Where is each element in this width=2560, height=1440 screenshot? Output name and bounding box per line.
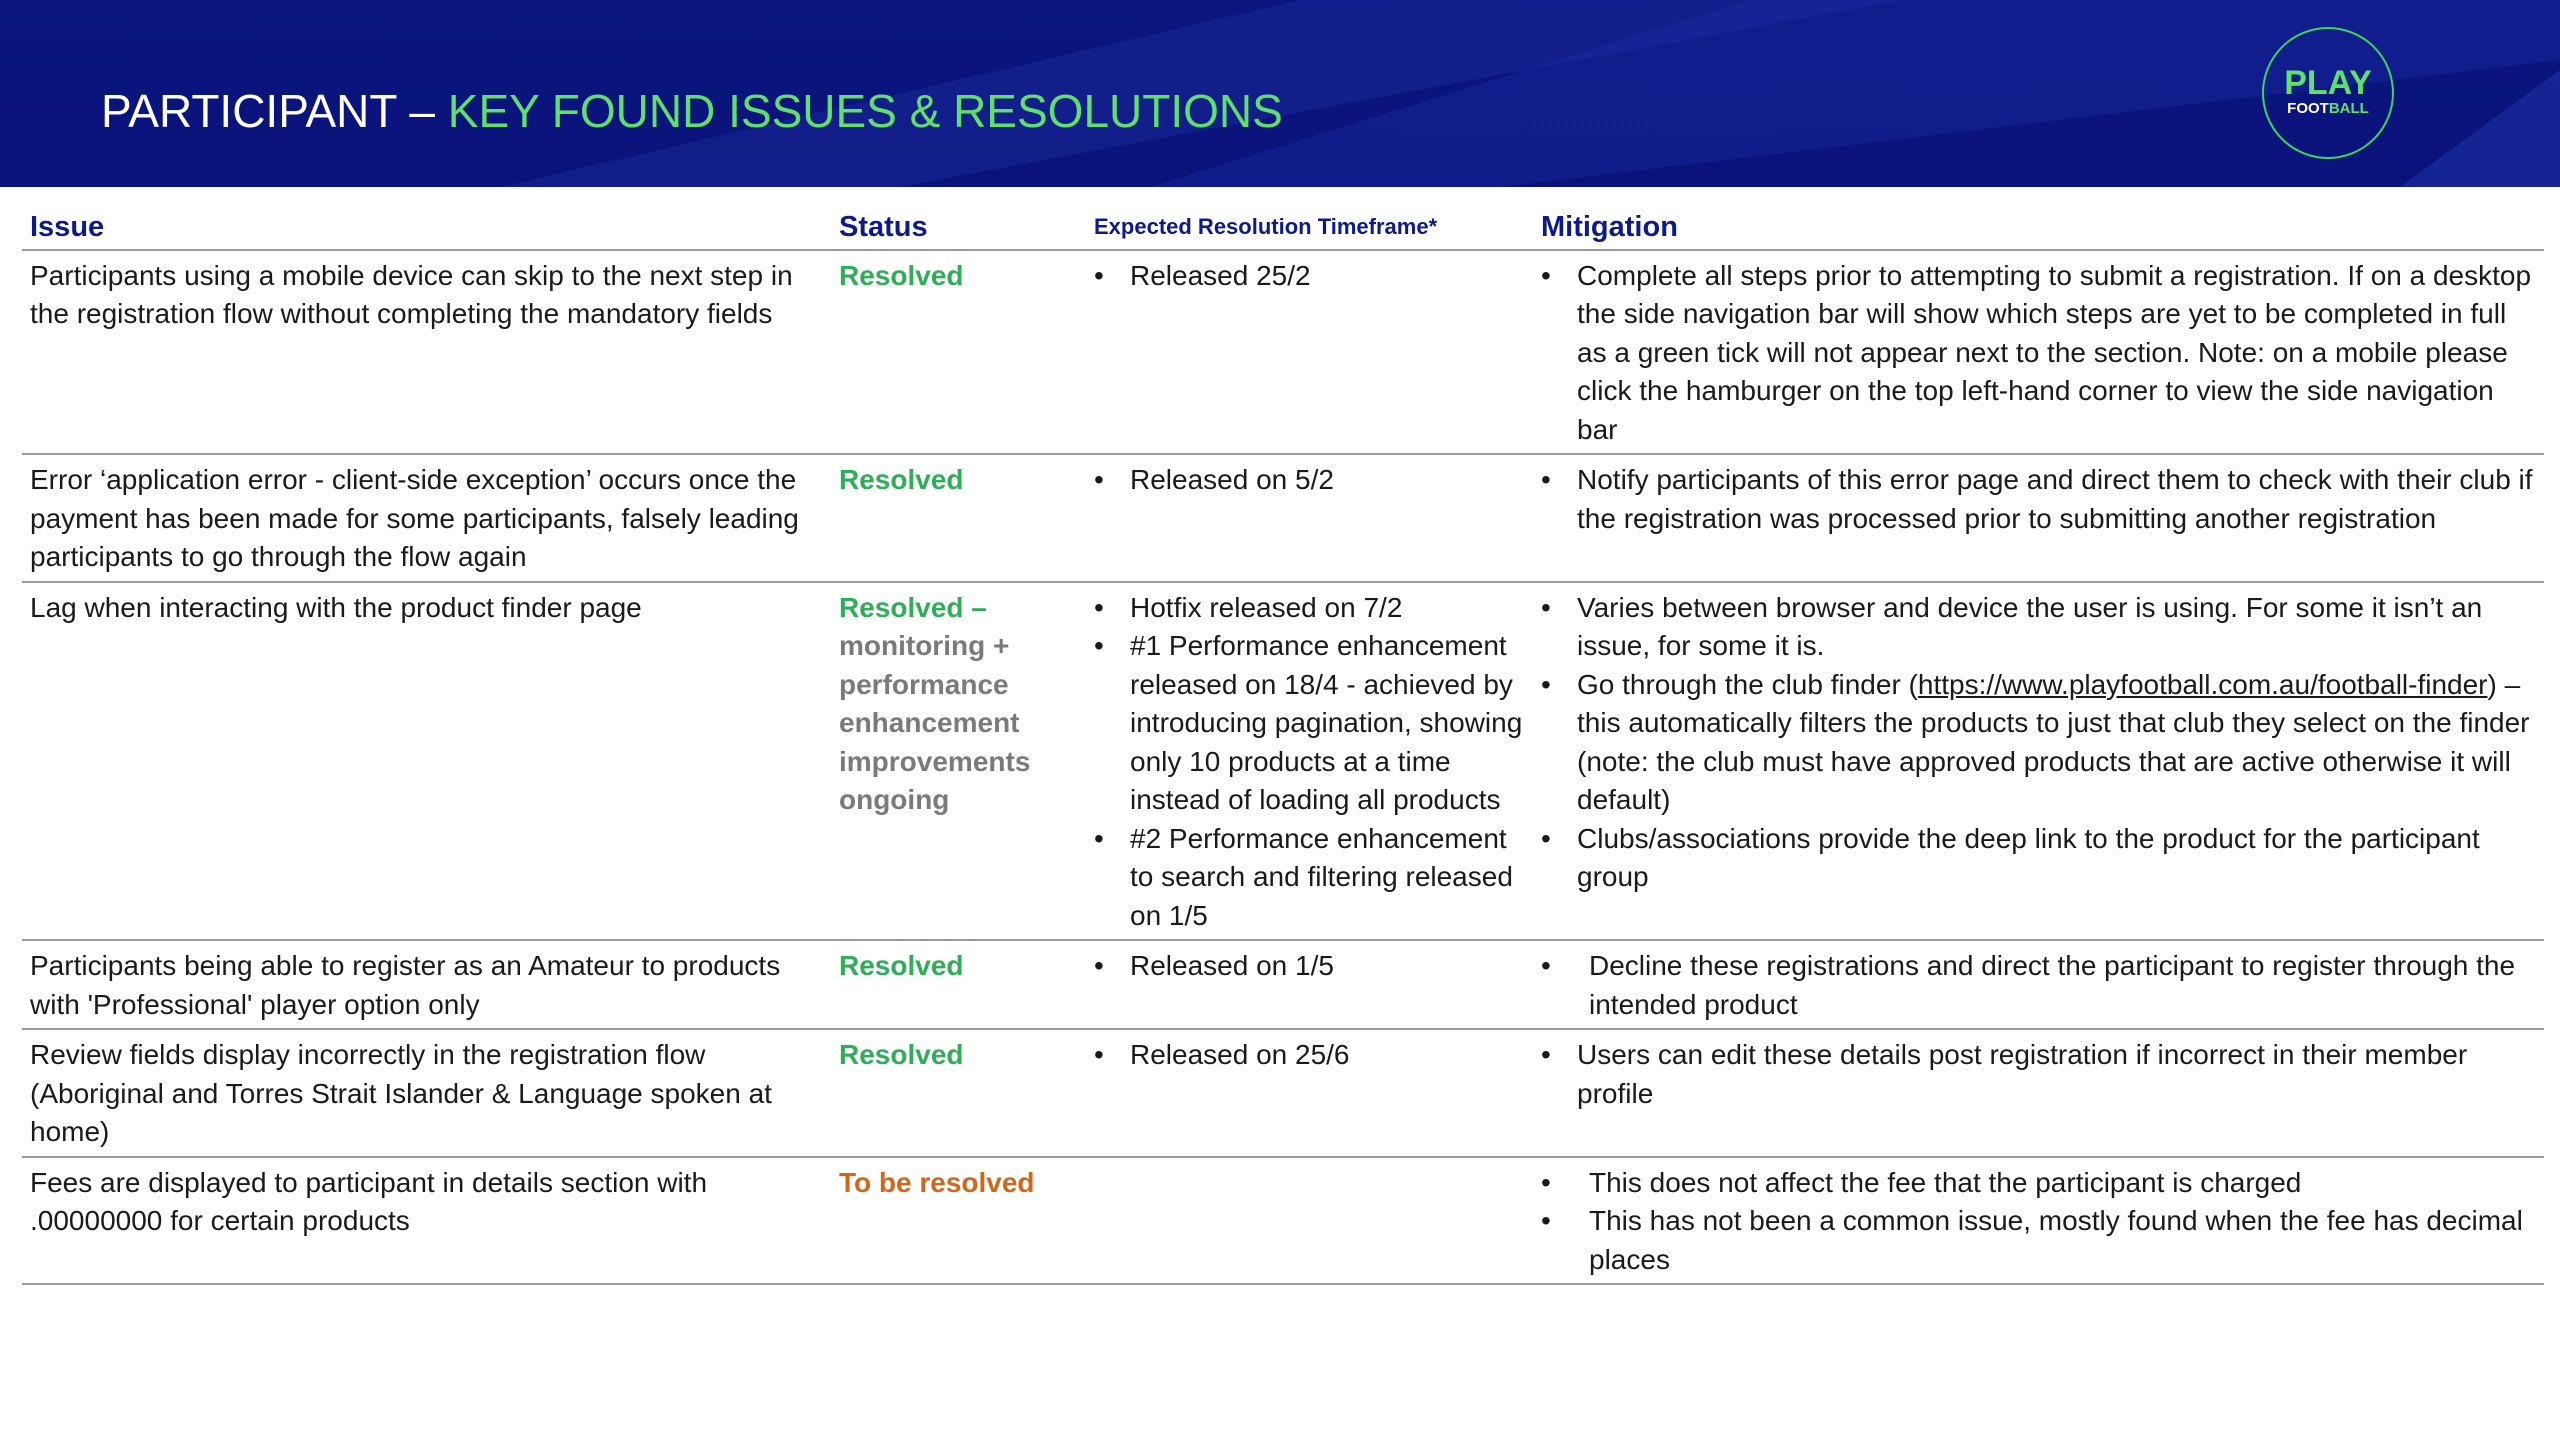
mitigation-item: • Varies between browser and device the user is using. For some it isn’t an issue, for some it is. <box>1541 589 2536 666</box>
status-text: Resolved – <box>839 591 987 623</box>
timeframe-item: • #1 Performance enhancement released on 18/4 - achieved by introducing pagination, showing only 10 products at a time instead of loading all products <box>1094 627 1525 820</box>
mitigation-item: • Clubs/associations provide the deep link to the product for the participant group <box>1541 820 2536 897</box>
mitigation-item: • This does not affect the fee that the participant is charged <box>1541 1164 2536 1203</box>
mitigation-item: • Users can edit these details post registration if incorrect in their member profile <box>1541 1036 2536 1113</box>
mitigation-cell <box>1533 940 2544 1029</box>
issue-cell: Error ‘application error - client-side exception’ occurs once the payment has been made for some participants, falsely leading participants to go through the flow again <box>22 454 831 582</box>
column-header-status: Status <box>831 203 1086 250</box>
status-cell: Resolved <box>831 250 1086 455</box>
column-header-mitigation: Mitigation <box>1533 203 2544 250</box>
issue-cell: Participants using a mobile device can skip to the next step in the registration flow without completing the mandatory fields <box>22 250 831 455</box>
club-finder-link[interactable]: https://www.playfootball.com.au/football-finder <box>1917 668 2488 700</box>
timeframe-item: • Hotfix released on 7/2 <box>1094 589 1525 628</box>
status-extra-text: monitoring + performance enhancement improvements ongoing <box>839 630 1031 815</box>
table-row <box>22 250 2544 455</box>
issues-table <box>22 203 2544 1285</box>
play-football-logo <box>2262 27 2394 159</box>
timeframe-cell <box>1086 1029 1533 1157</box>
column-header-timeframe: Expected Resolution Timeframe* <box>1086 203 1533 250</box>
logo-line-2 <box>2264 101 2392 116</box>
timeframe-cell <box>1086 250 1533 455</box>
mitigation-item: • Decline these registrations and direct the participant to register through the intended product <box>1541 947 2536 1024</box>
status-cell <box>831 582 1086 941</box>
page-title-accent: KEY FOUND ISSUES & RESOLUTIONS <box>447 85 1283 137</box>
table-row <box>22 1029 2544 1157</box>
mitigation-item: • Notify participants of this error page and direct them to check with their club if the registration was processed prior to submitting another registration <box>1541 461 2536 538</box>
logo-line-2-part-b: BALL <box>2328 100 2369 117</box>
timeframe-item: • Released on 1/5 <box>1094 947 1525 986</box>
mitigation-item: • Complete all steps prior to attempting to submit a registration. If on a desktop the side navigation bar will show which steps are yet to be completed in full as a green tick will not appear next to the section. Note: on a mobile please click the hamburger on the top left-hand corner to view the side navigation bar <box>1541 257 2536 450</box>
timeframe-item: • Released on 25/6 <box>1094 1036 1525 1075</box>
issue-cell: Participants being able to register as an Amateur to products with 'Professional' player option only <box>22 940 831 1029</box>
mitigation-text-after-link: ) – this automatically filters the products to just that club they select on the finder (note: the club must have approved products that are active otherwise it will default) <box>1577 668 2530 815</box>
timeframe-cell <box>1086 940 1533 1029</box>
issue-cell: Fees are displayed to participant in details section with .00000000 for certain products <box>22 1157 831 1285</box>
mitigation-cell <box>1533 1157 2544 1285</box>
table-header-row <box>22 203 2544 250</box>
table-row <box>22 454 2544 582</box>
issue-cell: Review fields display incorrectly in the registration flow (Aboriginal and Torres Strait Islander & Language spoken at home) <box>22 1029 831 1157</box>
mitigation-cell <box>1533 454 2544 582</box>
mitigation-item: • This has not been a common issue, mostly found when the fee has decimal places <box>1541 1202 2536 1279</box>
mitigation-text: Go through the club finder ( <box>1577 668 1918 700</box>
slide-header <box>0 0 2560 187</box>
table-row <box>22 1157 2544 1285</box>
timeframe-item: • #2 Performance enhancement to search and filtering released on 1/5 <box>1094 820 1525 936</box>
mitigation-cell <box>1533 250 2544 455</box>
logo-line-2-part-a: FOOT <box>2287 100 2329 117</box>
issue-cell: Lag when interacting with the product finder page <box>22 582 831 941</box>
table-row <box>22 940 2544 1029</box>
status-cell: Resolved <box>831 454 1086 582</box>
timeframe-cell <box>1086 454 1533 582</box>
logo-line-1: PLAY <box>2284 64 2372 102</box>
status-cell: Resolved <box>831 1029 1086 1157</box>
page-title <box>101 84 1283 138</box>
column-header-issue: Issue <box>22 203 831 250</box>
mitigation-cell <box>1533 1029 2544 1157</box>
mitigation-cell <box>1533 582 2544 941</box>
page-title-prefix: PARTICIPANT – <box>101 85 448 137</box>
timeframe-cell <box>1086 582 1533 941</box>
status-cell: Resolved <box>831 940 1086 1029</box>
timeframe-item: • Released on 5/2 <box>1094 461 1525 500</box>
table-row <box>22 582 2544 941</box>
timeframe-item: • Released 25/2 <box>1094 257 1525 296</box>
timeframe-cell <box>1086 1157 1533 1285</box>
status-cell: To be resolved <box>831 1157 1086 1285</box>
mitigation-item <box>1541 666 2536 820</box>
